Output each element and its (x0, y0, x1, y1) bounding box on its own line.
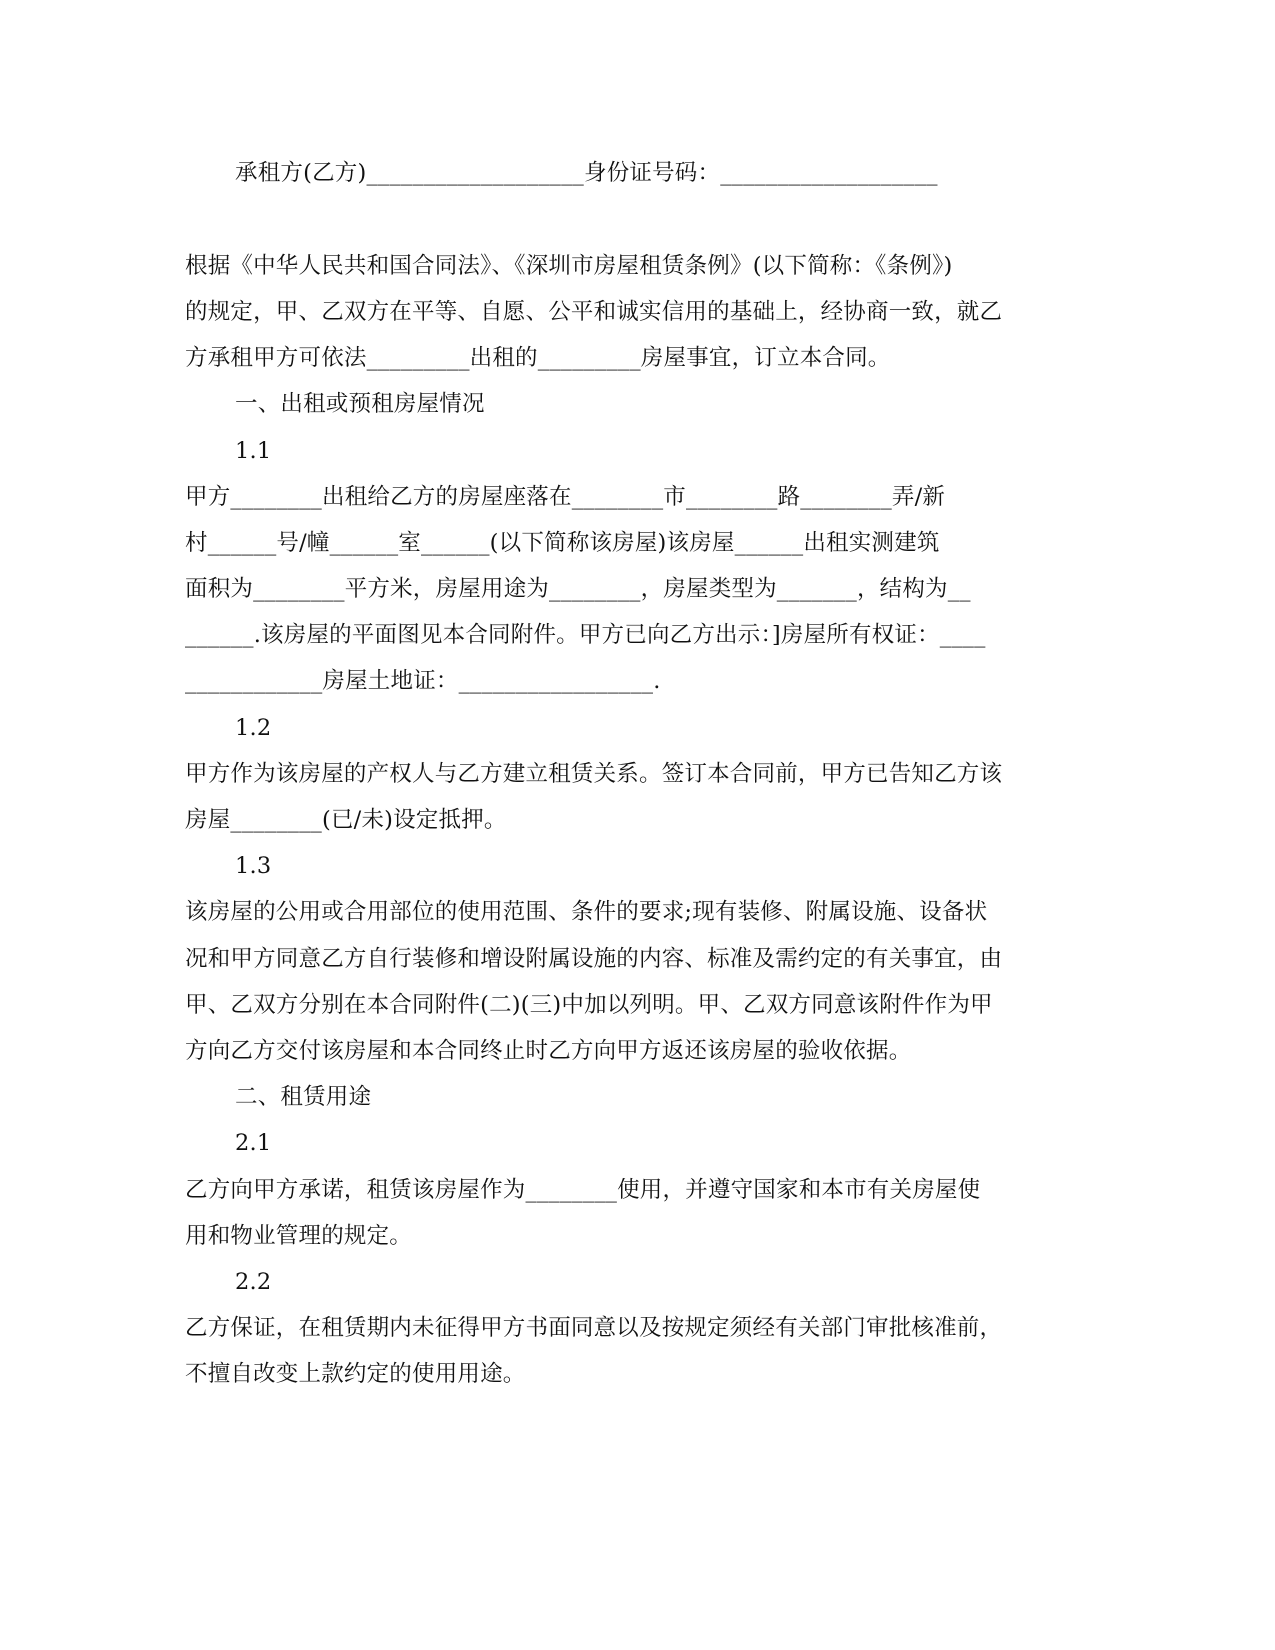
paragraph-line: 该房屋的公用或合用部位的使用范围、条件的要求;现有装修、附属设施、设备状 (185, 899, 988, 925)
clause-number: 2.1 (235, 1130, 272, 1156)
paragraph-line: 的规定，甲、乙双方在平等、自愿、公平和诚实信用的基础上，经协商一致，就乙 (185, 299, 1003, 325)
section-heading: 一、出租或预租房屋情况 (235, 391, 485, 417)
paragraph-line: 甲方作为该房屋的产权人与乙方建立租赁关系。签订本合同前，甲方已告知乙方该 (185, 761, 1003, 787)
paragraph-line: ______.该房屋的平面图见本合同附件。甲方已向乙方出示：]房屋所有权证：____ (185, 622, 986, 648)
paragraph-line: 根据《中华人民共和国合同法》、《深圳市房屋租赁条例》(以下简称：《条例》) (185, 253, 953, 279)
clause-number: 1.3 (235, 853, 272, 879)
clause-number: 1.2 (235, 715, 272, 741)
paragraph-line: ____________房屋土地证：_________________. (185, 668, 661, 694)
paragraph-line: 甲方________出租给乙方的房屋座落在________市________路________弄/新 (185, 484, 946, 510)
paragraph-line: 不擅自改变上款约定的使用用途。 (185, 1361, 526, 1387)
paragraph-line: 用和物业管理的规定。 (185, 1223, 413, 1249)
clause-number: 2.2 (235, 1269, 272, 1295)
paragraph-line: 面积为________平方米，房屋用途为________，房屋类型为_______，结构为__ (185, 576, 971, 602)
paragraph-line: 方向乙方交付该房屋和本合同终止时乙方向甲方返还该房屋的验收依据。 (185, 1038, 912, 1064)
paragraph-line: 乙方向甲方承诺，租赁该房屋作为________使用，并遵守国家和本市有关房屋使 (185, 1177, 981, 1203)
paragraph-line: 甲、乙双方分别在本合同附件(二)(三)中加以列明。甲、乙双方同意该附件作为甲 (185, 992, 993, 1018)
lessee-line: 承租方(乙方)___________________身份证号码：___________________ (235, 160, 938, 186)
paragraph-line: 房屋________(已/未)设定抵押。 (185, 807, 507, 833)
section-heading: 二、租赁用途 (235, 1084, 372, 1110)
paragraph-line: 乙方保证，在租赁期内未征得甲方书面同意以及按规定须经有关部门审批核准前， (185, 1315, 1003, 1341)
paragraph-line: 方承租甲方可依法_________出租的_________房屋事宜，订立本合同。 (185, 345, 891, 371)
clause-number: 1.1 (235, 438, 272, 464)
paragraph-line: 村______号/幢______室______(以下简称该房屋)该房屋______出租实测建筑 (185, 530, 940, 556)
paragraph-line: 况和甲方同意乙方自行装修和增设附属设施的内容、标准及需约定的有关事宜，由 (185, 946, 1003, 972)
